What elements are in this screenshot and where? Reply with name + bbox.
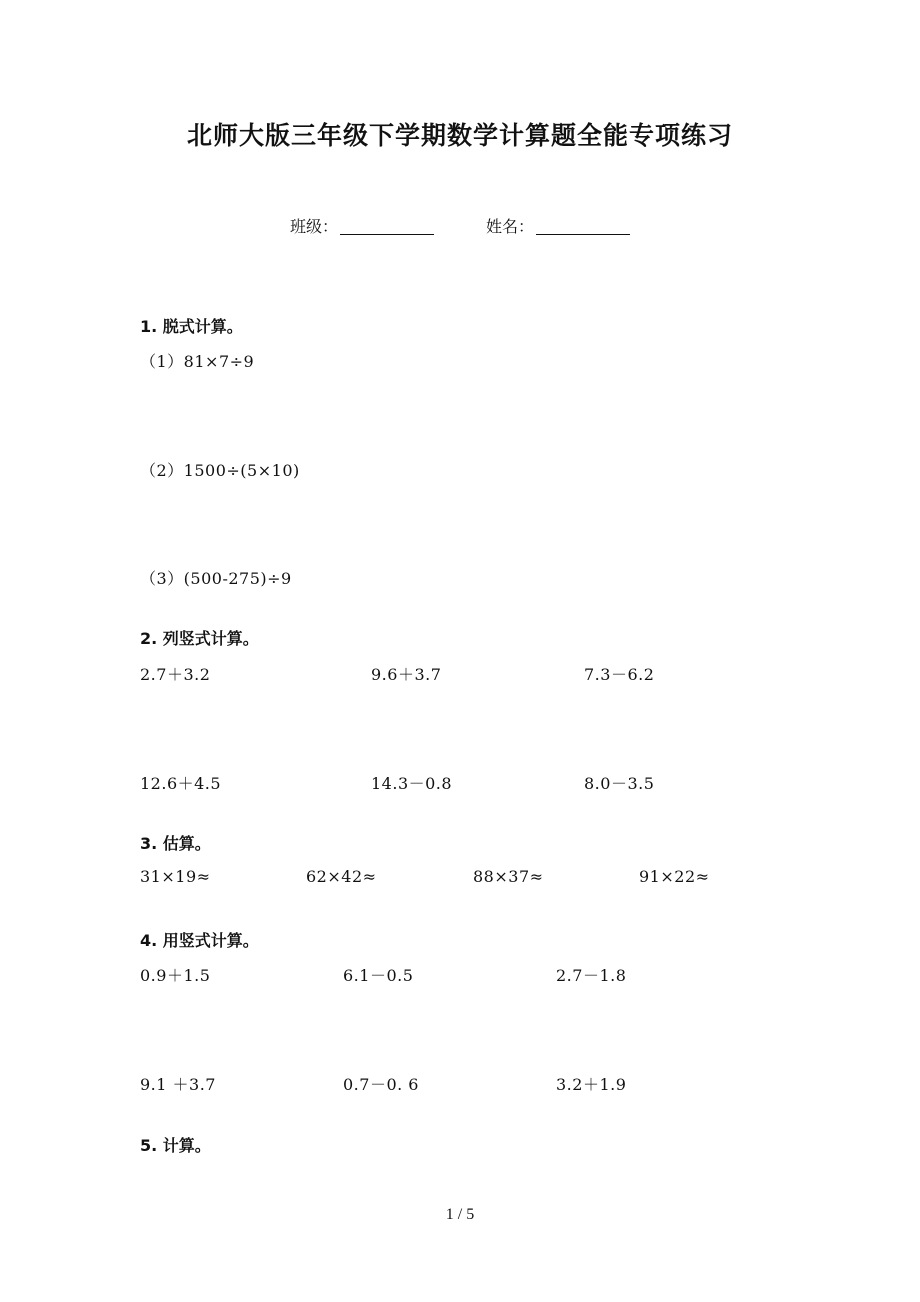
student-info — [0, 214, 920, 237]
name-label: 姓名： — [486, 217, 535, 236]
problem: 3.2＋1.9 — [556, 1075, 627, 1094]
problem: 62×42≈ — [306, 867, 377, 886]
problem: 2.7－1.8 — [556, 966, 627, 985]
problem: 0.9＋1.5 — [140, 966, 211, 985]
problem: 2.7＋3.2 — [140, 665, 211, 684]
problem: 7.3－6.2 — [584, 665, 655, 684]
problem-row — [140, 662, 780, 686]
class-blank[interactable] — [340, 216, 434, 235]
name-blank[interactable] — [536, 216, 630, 235]
problem: 91×22≈ — [639, 867, 710, 886]
problem: 12.6＋4.5 — [140, 774, 222, 793]
problem: 9.6＋3.7 — [371, 665, 442, 684]
problem: （1）81×7÷9 — [140, 352, 255, 371]
problem: 0.7－0. 6 — [343, 1075, 419, 1094]
problem: 9.1 ＋3.7 — [140, 1075, 216, 1094]
problem-row — [140, 1072, 780, 1096]
section-3-heading: 3. 估算。 — [140, 834, 211, 853]
problem: 6.1－0.5 — [343, 966, 414, 985]
problem: 8.0－3.5 — [584, 774, 655, 793]
page-number: 1 / 5 — [445, 1206, 475, 1223]
section-1-heading: 1. 脱式计算。 — [140, 317, 243, 336]
page-title: 北师大版三年级下学期数学计算题全能专项练习 — [186, 121, 733, 150]
problem: 14.3－0.8 — [371, 774, 453, 793]
problem-row — [140, 867, 780, 891]
section-2-heading: 2. 列竖式计算。 — [140, 629, 259, 648]
problem: （2）1500÷(5×10) — [140, 461, 300, 480]
class-label: 班级： — [289, 217, 338, 236]
section-4-heading: 4. 用竖式计算。 — [140, 931, 259, 950]
problem: （3）(500-275)÷9 — [140, 569, 292, 588]
problem-row — [140, 963, 780, 987]
section-5-heading: 5. 计算。 — [140, 1136, 211, 1155]
problem: 88×37≈ — [473, 867, 544, 886]
problem-row — [140, 771, 780, 795]
problem: 31×19≈ — [140, 867, 211, 886]
